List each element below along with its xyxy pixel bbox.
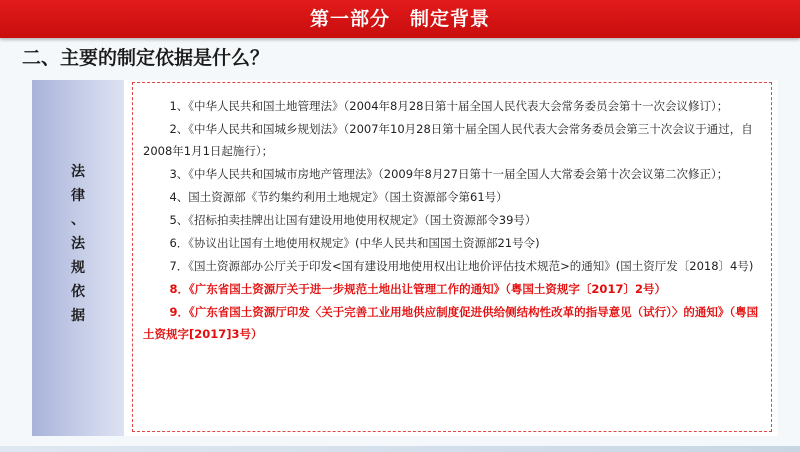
content-area xyxy=(32,80,778,436)
law-item: 4、国土资源部《节约集约利用土地规定》（国土资源部令第61号） xyxy=(169,190,508,204)
side-label-char: 法 xyxy=(71,164,85,180)
law-item: 1、《中华人民共和国土地管理法》（2004年8月28日第十届全国人民代表大会常务委员会第十一次会议修订）； xyxy=(169,99,729,113)
law-item-highlight: 9．《广东省国土资源厅印发〈关于完善工业用地供应制度促进供给侧结构性改革的指导意见（试行）〉的通知》（粤国土资规字[2017]3号） xyxy=(143,305,759,341)
section-heading: 二、主要的制定依据是什么？ xyxy=(22,47,270,69)
law-item-highlight: 8．《广东省国土资源厅关于进一步规范土地出让管理工作的通知》（粤国土资规字〔2017〕2号） xyxy=(169,282,666,296)
side-label-char: 规 xyxy=(71,260,85,276)
laws-frame xyxy=(132,82,772,432)
law-item: 3、《中华人民共和国城市房地产管理法》（2009年8月27日第十一届全国人大常委会第十次会议第二次修正）； xyxy=(169,167,729,181)
header-bar xyxy=(0,0,800,38)
side-label-char: 律 xyxy=(71,188,85,204)
law-item: 7．《国土资源部办公厅关于印发<国有建设用地使用权出让地价评估技术规范>的通知》(国土资厅发〔2018〕4号) xyxy=(169,259,754,273)
slide-title: 第一部分 制定背景 xyxy=(309,8,490,30)
side-label xyxy=(32,160,124,328)
side-label-char: 法 xyxy=(71,236,85,252)
side-label-char: 、 xyxy=(71,212,85,228)
law-item: 5、《招标拍卖挂牌出让国有建设用地使用权规定》（国土资源部令39号） xyxy=(169,213,537,227)
side-panel xyxy=(32,80,124,436)
side-label-char: 依 xyxy=(71,284,85,300)
law-list xyxy=(143,95,761,346)
law-item: 2、《中华人民共和国城乡规划法》（2007年10月28日第十届全国人民代表大会常务委员会第三十次会议于通过，自2008年1月1日起施行）； xyxy=(143,122,753,158)
bottom-strip xyxy=(0,446,800,452)
law-item: 6．《协议出让国有土地使用权规定》(中华人民共和国国土资源部21号令) xyxy=(169,236,540,250)
side-label-char: 据 xyxy=(71,308,85,324)
